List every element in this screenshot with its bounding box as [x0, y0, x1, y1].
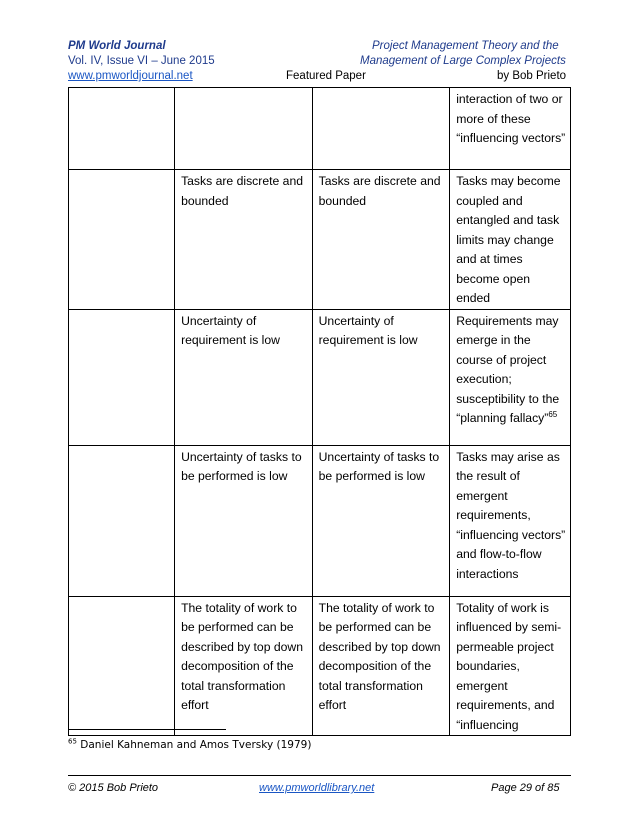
table-cell	[450, 309, 571, 445]
table-cell: Tasks are discrete and bounded	[175, 170, 313, 310]
table-row	[69, 170, 571, 310]
table-cell	[69, 170, 175, 310]
table-cell	[69, 309, 175, 445]
paper-title-line1: Project Management Theory and the	[372, 40, 559, 52]
table-cell	[69, 88, 175, 170]
table-cell	[69, 596, 175, 736]
table-cell: Totality of work is influenced by semi-permeable project boundaries, emergent requirements, and “influencing	[450, 596, 571, 736]
table-cell: Tasks may arise as the result of emergent requirements, “influencing vectors” and flow-to-flow interactions	[450, 445, 571, 596]
footer-copyright: © 2015 Bob Prieto	[68, 782, 159, 794]
paper-title-line2: Management of Large Complex Projects	[360, 55, 566, 67]
comparison-table	[68, 87, 571, 736]
table-row	[69, 309, 571, 445]
journal-website-link[interactable]: www.pmworldjournal.net	[68, 70, 193, 82]
journal-title: PM World Journal	[68, 40, 166, 52]
footnote	[68, 738, 311, 752]
table-cell	[69, 445, 175, 596]
table-cell: Tasks may become coupled and entangled and task limits may change and at times become open ended	[450, 170, 571, 310]
footnote-ref[interactable]: 65	[548, 409, 558, 419]
footnote-number: 65	[68, 737, 77, 746]
table-cell: The totality of work to be performed can be described by top down decomposition of the total transformation effort	[312, 596, 450, 736]
section-label: Featured Paper	[286, 70, 366, 82]
table-cell: The totality of work to be performed can be described by top down decomposition of the total transformation effort	[175, 596, 313, 736]
table-cell: Uncertainty of tasks to be performed is low	[312, 445, 450, 596]
table-cell: Tasks are discrete and bounded	[312, 170, 450, 310]
footer-page-number: Page 29 of 85	[491, 782, 560, 794]
table-cell: interaction of two or more of these “influencing vectors”	[450, 88, 571, 170]
table-row	[69, 88, 571, 170]
table-cell	[312, 88, 450, 170]
table-row	[69, 445, 571, 596]
table-row	[69, 596, 571, 736]
footer-divider	[68, 775, 571, 776]
footnote-text: Daniel Kahneman and Amos Tversky (1979)	[80, 739, 312, 751]
table-cell	[175, 88, 313, 170]
table-cell: Uncertainty of tasks to be performed is low	[175, 445, 313, 596]
footnote-divider	[68, 729, 226, 730]
table-cell: Uncertainty of requirement is low	[312, 309, 450, 445]
cell-text: Requirements may emerge in the course of project execution; susceptibility to the “planning fallacy”	[456, 313, 560, 425]
issue-info: Vol. IV, Issue VI – June 2015	[68, 55, 215, 67]
table-cell: Uncertainty of requirement is low	[175, 309, 313, 445]
footer-website-link[interactable]: www.pmworldlibrary.net	[259, 782, 375, 794]
byline: by Bob Prieto	[497, 70, 567, 82]
